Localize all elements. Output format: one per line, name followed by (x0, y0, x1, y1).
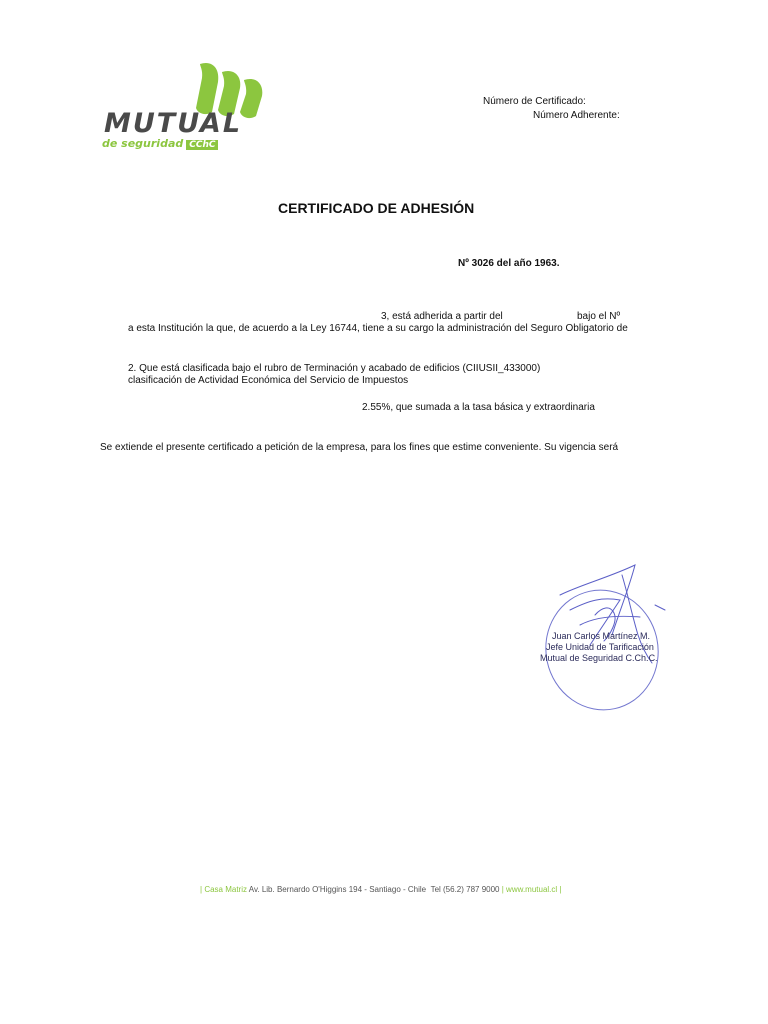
document-title: CERTIFICADO DE ADHESIÓN (278, 200, 475, 216)
footer-separator-right: | (559, 885, 562, 894)
paragraph-2-line-1: 2. Que está clasificada bajo el rubro de Terminación y acabado de edificios (CIIUSII_433000) (128, 363, 541, 374)
adherent-number-label: Número Adherente: (533, 110, 620, 121)
certificate-number-label: Número de Certificado: (483, 96, 586, 107)
signatory-role: Jefe Unidad de Tarificación (546, 642, 654, 652)
logo-tagline-text: de seguridad (102, 137, 184, 150)
footer-phone: Tel (56.2) 787 9000 (430, 885, 500, 894)
footer-label: Casa Matriz (204, 885, 247, 894)
logo-cchc-badge: CChC (186, 140, 218, 150)
footer-website[interactable]: www.mutual.cl (506, 885, 558, 894)
footer-address-text: Av. Lib. Bernardo O'Higgins 194 - Santiago - Chile (248, 885, 427, 894)
paragraph-4-line-1: Se extiende el presente certificado a petición de la empresa, para los fines que estime conveniente. Su vigencia será (100, 442, 619, 453)
footer-separator-mid: | (501, 885, 504, 894)
signatory-name: Juan Carlos Martínez M. (552, 631, 651, 641)
resolution-number: Nº 3026 del año 1963. (458, 258, 560, 269)
paragraph-2-line-2: clasificación de Actividad Económica del Servicio de Impuestos (128, 375, 409, 386)
signatory-organization: Mutual de Seguridad C.Ch.C. (540, 653, 658, 663)
logo-wordmark: MUTUAL (104, 108, 243, 139)
paragraph-3-line-1: 2.55%, que sumada a la tasa básica y extraordinaria (362, 402, 595, 413)
paragraph-1-line-1b: bajo el Nº (577, 311, 621, 322)
mutual-logo (100, 60, 300, 155)
paragraph-1-line-2: a esta Institución la que, de acuerdo a la Ley 16744, tiene a su cargo la administración del Seguro Obligatorio de (128, 323, 628, 334)
footer-address (200, 885, 561, 894)
logo-tagline (102, 137, 218, 150)
paragraph-1-line-1a: 3, está adherida a partir del (381, 311, 503, 322)
footer-separator-left: | (200, 885, 203, 894)
